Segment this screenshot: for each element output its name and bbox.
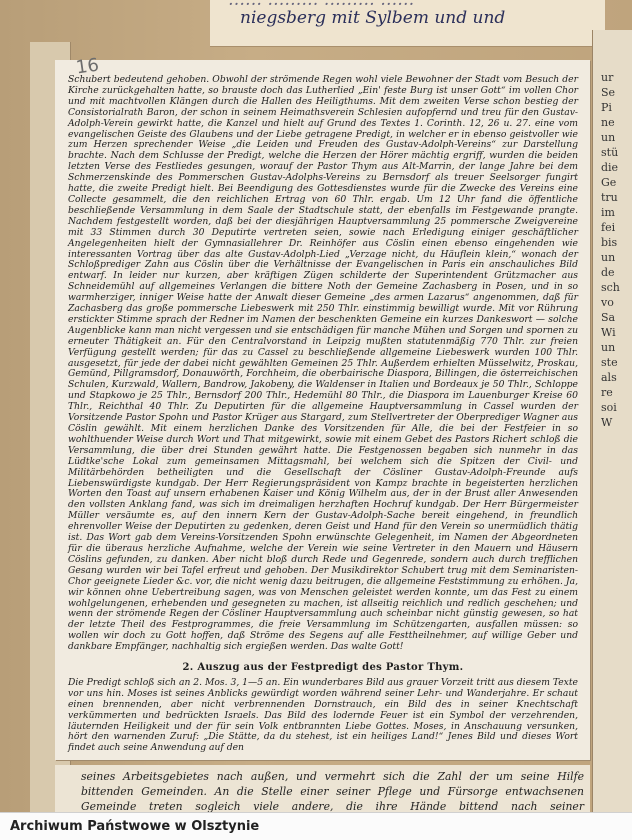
handwriting-line-1: …… ……… ……… …… — [228, 0, 415, 10]
archive-footer — [0, 812, 632, 840]
article-paragraph-2: Die Predigt schloß sich an 2. Mos. 3, 1—5 an. Ein wunderbares Bild aus grauer Vorzeit tritt aus diesem Texte vor uns hin. Moses ist seines Anblicks gewürdigt worden während seiner Lehr- und Wanderjahre. Er schaut einen brennenden, aber nicht verbrennenden Dornstrauch, ein Bild des in seiner Knechtschaft verkümmerten und bedrückten Israels. Das Bild des lodernde Feuer ist ein Symbol der verzehrenden, läuternden Heiligkeit und der für sein Volk entbrannten Liebe Gottes. Moses, in Anschauung versunken, hört den warnenden Zuruf: „Die Stätte, da du stehest, ist ein heiliges Land!“ Jenes Bild und dieses Wort findet auch seine Anwendung auf den — [68, 676, 578, 754]
right-margin-text: ur Se Pi ne un stü die Ge tru im fei bis un de sch vo Sa Wi un ste als re soi W — [601, 71, 620, 429]
right-paper-edge — [592, 30, 632, 812]
article-body — [68, 75, 578, 754]
section-heading: 2. Auszug aus der Festpredigt des Pastor Thym. — [182, 662, 464, 674]
handwritten-strip — [210, 0, 605, 47]
pencil-page-number: 16 — [74, 54, 101, 79]
lower-page-fragment — [55, 765, 590, 812]
handwriting-line-2: niegsberg mit Sylbem und und — [240, 8, 506, 28]
archive-name: Archiwum Państwowe w Olsztynie — [10, 819, 260, 834]
continuation-text: seines Arbeitsgebietes nach außen, und vermehrt sich die Zahl der um seine Hilfe bittenden Gemeinden. An die Stelle einer seiner Pflege und Fürsorge entwachsenen Gemeinde treten sogleich viele andere, die ihre Hände bittend nach seiner — [81, 770, 584, 812]
article-paragraph-1: Schubert bedeutend gehoben. Obwohl der strömende Regen wohl viele Bewohner der Stadt vom Besuch der Kirche zurückgehalten hatte, so brauste doch das Lutherlied „Ein' feste Burg ist unser Gott“ im vollen Chor und mit machtvollen Klängen durch die Hallen des Heiligthums. Mit dem zweiten Verse schon bestieg der Consistorialrath Baron, der schon in seinem Heimathsverein Schlesien aufopfernd und treu für den Gustav-Adolph-Verein gewirkt hatte, die Kanzel und hielt auf Grund des Textes 1. Corinth. 12, 26 u. 27. eine vom evangelischen Geiste des Glaubens und der Liebe getragene Predigt, in welcher er in ebenso geistvoller wie zum Herzen sprechender Weise „die Leiden und Freuden des Gustav-Adolph-Vereins“ zur Darstellung brachte. Nach dem Schlusse der Predigt, welche die Herzen der Hörer mächtig ergriff, wurden die beiden letzten Verse des Festliedes gesungen, worauf der Pastor Thym aus Alt-Marrin, der lange Jahre bei dem Schmerzenskinde des Pommerschen Gustav-Adolphs-Vereins zu Bernsdorf als treuer Seelsorger fungirt hatte, die zweite Predigt hielt. Bei Beendigung des Gottesdienstes wurde für die Zwecke des Vereins eine Collecte gesammelt, die den reichlichen Ertrag von 60 Thlr. ergab. Um 12 Uhr fand die öffentliche beschließende Versammlung in dem Saale der Stadtschule statt, der ebenfalls im Festgewande prangte. Nachdem festgestellt worden, daß bei der diesjährigen Hauptversammlung 25 pommersche Zweigvereine mit 33 Stimmen durch 30 Deputirte vertreten seien, sowie nach Erledigung einiger geschäftlicher Angelegenheiten hielt der Gymnasiallehrer Dr. Reinhöfer aus Cöslin einen ebenso eingehenden wie interessanten Vortrag über das alte Gustav-Adolph-Lied „Verzage nicht, du Häuflein klein,“ wonach der Schloßprediger Zahn aus Cöslin über die Verhältnisse der Evangelischen in Paris ein anschauliches Bild entwarf. In leider nur kurzen, aber kräftigen Zügen schilderte der Superintendent Grützmacher aus Schneidemühl auf allgemeines Verlangen die bittere Noth der Gemeine Zachasberg in Posen, und in so warmherziger, inniger Weise hatte der Anwalt dieser Gemeine „des armen Lazarus“ angenommen, daß für Zachasberg das große pommersche Liebeswerk mit 250 Thlr. einstimmig bewilligt wurde. Mit vor Rührung erstickter Stimme sprach der Redner im Namen der beschenkten Gemeine ein kurzes Dankeswort — solche Augenblicke kann man nicht vergessen und sie entschädigen für manche Mühen und Sorgen und spornen zu erneuter Thätigkeit an. Für den Centralvorstand in Leipzig mußten statutenmäßig 770 Thlr. zur freien Verfügung gestellt werden; für das zu Cassel zu beschließende allgemeine Liebeswerk wurden 100 Thlr. ausgesetzt, für jede der dabei nicht gewählten Gemeinen 25 Thlr. Außerdem erhielten Müsselwitz, Proskau, Gemünd, Pillgramsdorf, Donauwörth, Forchheim, die oberbairische Diaspora, Billingen, die österreichischen Schulen, Kurzwald, Wallern, Bandrow, Jakobeny, die Waldenser in Italien und Bordeaux je 50 Thlr., Schloppe und Stapkowo je 25 Thlr., Bernsdorf 200 Thlr., Hedemühl 80 Thlr., die Diaspora im Lauenburger Kreise 60 Thlr., Reichthal 40 Thlr. Zu Deputirten für die allgemeine Hauptversammlung in Cassel wurden der Vorsitzende Pastor Spohn und Pastor Krüger aus Stargard, zum Stellvertreter der Oberprediger Wagner aus Cöslin gewählt. Mit einem herzlichen Danke des Vorsitzenden für Alle, die bei der Festfeier in so wohlthuender Weise durch Wort und That mitgewirkt, sowie mit einem Gebet des Pastors Richert schloß die Versammlung, die über drei Stunden gewährt hatte. Die Festgenossen begaben sich nunmehr in das Lüdtke'sche Lokal zum gemeinsamen Mittagsmahl, bei welchem sich die Spitzen der Civil- und Militärbehörden betheiligten und die Gesellschaft der Cösliner Gustav-Adolph-Freunde aufs Liebenswürdigste kundgab. Der Herr Regierungspräsident von Kampz brachte in begeisterten herzlichen Worten den Toast auf unsern erhabenen Kaiser und König Wilhelm aus, der in der Brust aller Anwesenden den vollsten Anklang fand, was sich im dreimaligen herzhaften Hochruf kundgab. Der Herr Bürgermeister Müller versäumte es, auf den innern Kern der Gustav-Adolph-Sache bereit eingehend, in freundlich ehrenvoller Weise der Deputirten zu gedenken, deren Geist und Hand für den Verein so unermüdlich thätig ist. Das Wort gab dem Vereins-Vorsitzenden Spohn erwünschte Gelegenheit, im Namen der Abgeordneten für die überaus herzliche Aufnahme, welche der Verein wie seine Vertreter in den Mauern und Häusern Cöslins gefunden, zu danken. Aber nicht bloß durch Rede und Gegenrede, sondern auch durch trefflichen Gesang wurden wir bei Tafel erfreut und gehoben. Der Musikdirektor Schubert trug mit dem Seminaristen-Chor geeignete Lieder &c. vor, die nicht wenig dazu beitrugen, die allgemeine Feststimmung zu erhöhen. Ja, wir können ohne Uebertreibung sagen, was von Menschen geleistet werden konnte, um das Fest zu einem wohlgelungenen, erhebenden und gesegneten zu machen, ist allseitig reichlich und redlich geschehen; und wenn der strömende Regen der Cösliner Hauptversammlung auch scheinbar nicht günstig gewesen, so hat der letzte Theil des Festprogrammes, die freie Versammlung im Schützengarten, ausfallen müssen: so wollen wir doch zu Gott hoffen, daß Ströme des Segens auf alle Festtheilnehmer, auf willige Geber und dankbare Empfänger, nachhaltig sich ergießen werden. Das walte Gott! — [68, 74, 578, 653]
